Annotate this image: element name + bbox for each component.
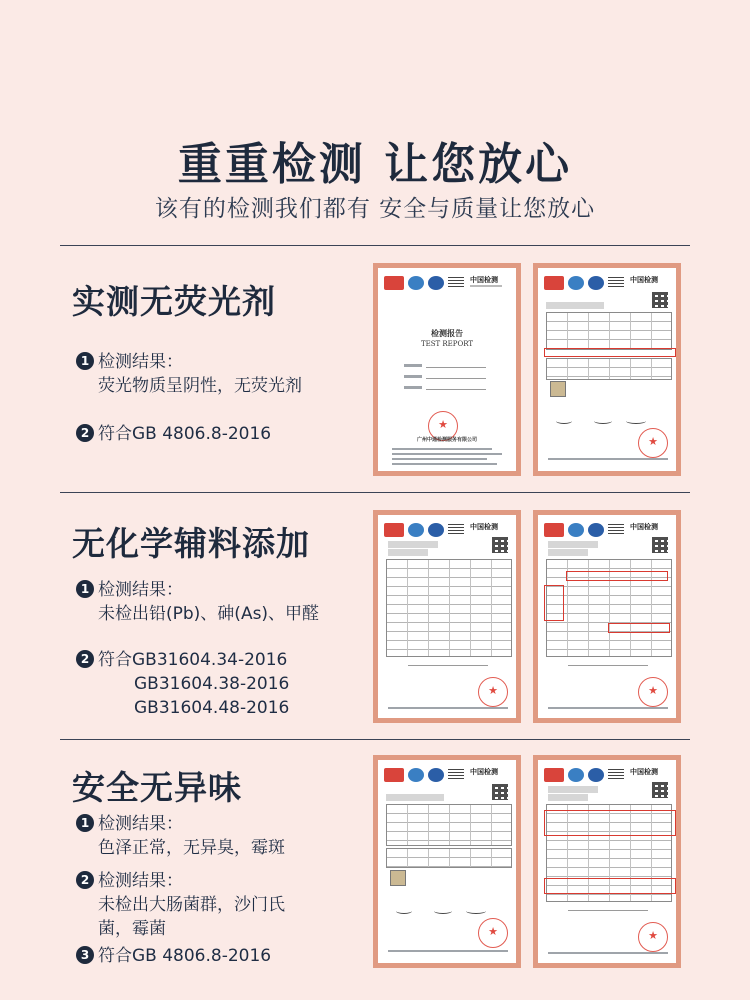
number-badge: 2: [76, 424, 94, 442]
section3-item-2: [76, 869, 285, 941]
test-report-cover-image: [373, 263, 521, 476]
test-report-results-image: [533, 263, 681, 476]
number-badge: 1: [76, 580, 94, 598]
odor-test-report-image: [373, 755, 521, 968]
item-line: 菌，霉菌: [98, 919, 166, 939]
number-badge: 3: [76, 946, 94, 964]
official-seal: [478, 677, 508, 707]
report-brand: 中国检测: [470, 523, 498, 531]
section2-item-1: [76, 578, 319, 626]
divider: [60, 492, 690, 493]
page-title: 重重检测 让您放心: [177, 139, 573, 190]
chemical-test-report-image: [373, 510, 521, 723]
official-seal: [478, 918, 508, 948]
official-seal: [638, 677, 668, 707]
number-badge: 1: [76, 814, 94, 832]
item-line: 色泽正常，无异臭，霉斑: [98, 838, 285, 858]
item-line: 符合GB 4806.8-2016: [98, 424, 272, 444]
highlight-box: [544, 810, 676, 836]
official-seal: [638, 922, 668, 952]
lab-name: 广州中通检测服务有限公司: [416, 437, 477, 443]
number-badge: 1: [76, 352, 94, 370]
sample-photo: [390, 870, 406, 886]
odor-test-report-highlighted-image: [533, 755, 681, 968]
report-brand: 中国检测: [470, 768, 498, 776]
item-line: GB31604.38-2016: [134, 674, 290, 694]
qr-code: [492, 537, 508, 553]
divider: [60, 245, 690, 246]
item-line: 符合GB 4806.8-2016: [98, 946, 272, 966]
item-line: GB31604.48-2016: [134, 698, 290, 718]
qr-code: [652, 292, 668, 308]
report-brand: 中国检测: [630, 523, 658, 531]
number-badge: 2: [76, 871, 94, 889]
section-title-odor: 安全无异味: [72, 768, 242, 807]
section3-item-3: [76, 944, 271, 968]
item-line: 检测结果：: [98, 814, 183, 834]
item-line: 荧光物质呈阴性，无荧光剂: [98, 376, 302, 396]
section-title-fluorescent: 实测无荧光剂: [72, 282, 276, 321]
highlight-box: [608, 623, 670, 633]
report-title: 检测报告: [431, 328, 463, 338]
qr-code: [652, 537, 668, 553]
number-badge: 2: [76, 650, 94, 668]
section2-item-2: [76, 648, 289, 720]
page-subtitle: 该有的检测我们都有 安全与质量让您放心: [154, 196, 596, 222]
section1-item-1: [76, 350, 302, 398]
item-line: 未检出大肠菌群，沙门氏: [98, 895, 285, 915]
qr-code: [652, 782, 668, 798]
section1-item-2: [76, 422, 271, 446]
report-title-en: TEST REPORT: [420, 340, 474, 348]
report-brand: 中国检测: [470, 276, 498, 284]
section-title-chemical: 无化学辅料添加: [72, 524, 310, 563]
item-line: 未检出铅(Pb)、砷(As)、甲醛: [98, 604, 320, 624]
section3-item-1: [76, 812, 285, 860]
item-line: 检测结果：: [98, 352, 183, 372]
certification-logos: [384, 276, 464, 290]
item-line: 检测结果：: [98, 871, 183, 891]
highlight-box: [544, 348, 676, 357]
highlight-box: [544, 878, 676, 894]
highlight-box: [544, 585, 564, 621]
sample-photo: [550, 381, 566, 397]
item-line: 符合GB31604.34-2016: [98, 650, 288, 670]
chemical-test-report-highlighted-image: [533, 510, 681, 723]
highlight-box: [566, 571, 668, 581]
report-brand: 中国检测: [630, 768, 658, 776]
official-seal: [638, 428, 668, 458]
report-brand: 中国检测: [630, 276, 658, 284]
divider: [60, 739, 690, 740]
item-line: 检测结果：: [98, 580, 183, 600]
qr-code: [492, 784, 508, 800]
